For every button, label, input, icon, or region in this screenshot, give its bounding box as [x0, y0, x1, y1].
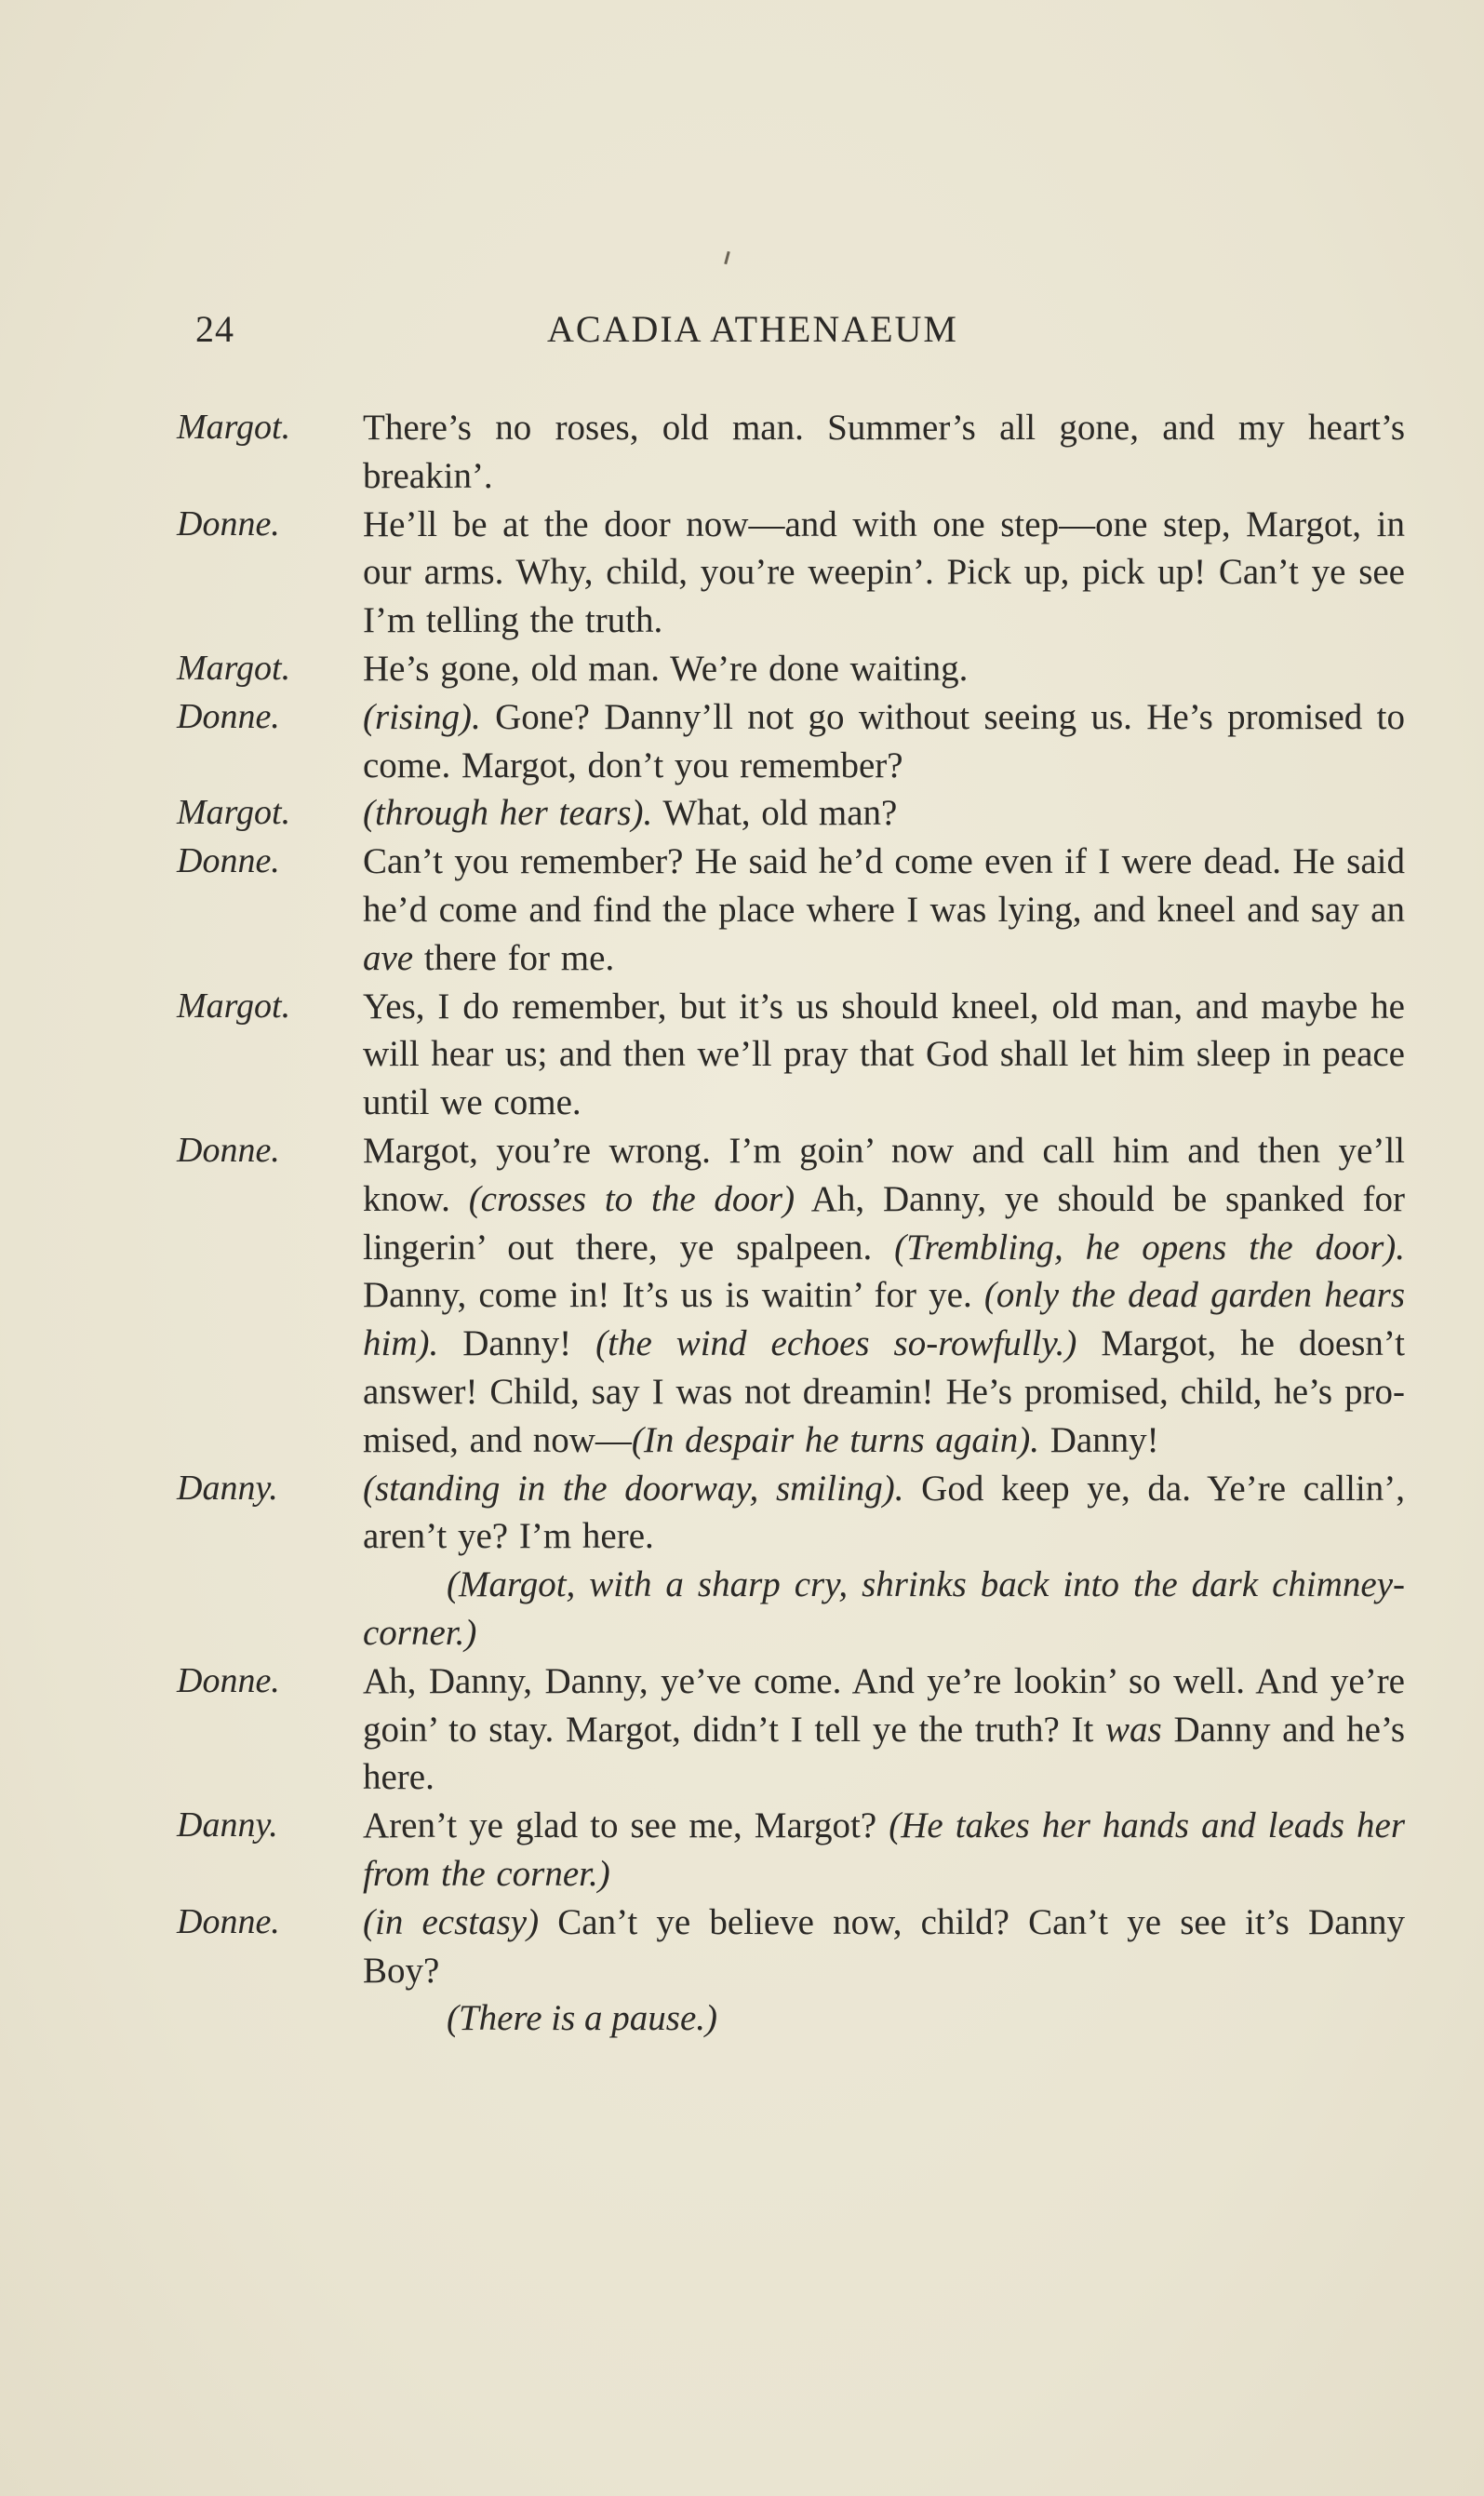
speech-text-part: there for me. — [413, 937, 615, 978]
speaker-name: Margot. — [177, 648, 291, 688]
speaker-name: Donne. — [177, 503, 280, 543]
speech-text-part: What, old man? — [652, 793, 898, 834]
stage-direction: (through her tears). — [363, 793, 653, 834]
italic-word: ave — [363, 937, 414, 978]
speaker-name: Margot. — [177, 986, 291, 1026]
speech-block — [177, 1127, 1405, 1465]
speech-text — [363, 1899, 1405, 1995]
dialogue-body — [177, 404, 1405, 2043]
speech-block — [177, 838, 1405, 982]
speech-block — [177, 501, 1405, 645]
stage-direction: (the wind echoes so-rowfully.) — [595, 1323, 1077, 1364]
stage-direction: (rising). — [363, 696, 481, 737]
stage-direction: (Trembling, he opens the door). — [894, 1227, 1405, 1268]
speaker-name: Margot. — [177, 408, 291, 447]
speech-text-part: Gone? Danny’ll not go without seeing us. He’s promised to come. Margot, don’t you remember? — [363, 696, 1405, 785]
stage-direction: (standing in the doorway, smiling). — [363, 1468, 904, 1509]
stage-direction: (in ecstasy) — [363, 1901, 540, 1942]
italic-word: was — [1105, 1709, 1162, 1750]
speech-text: He’s gone, old man. We’re done waiting. — [363, 648, 969, 689]
speaker-name: Margot. — [177, 793, 291, 833]
speaker-name: Donne. — [177, 841, 280, 881]
speaker-name: Danny. — [177, 1468, 278, 1508]
stage-direction: (There is a pause.) — [447, 1998, 718, 2039]
speech-text-part: Margot, he doesn’t answer! Child, say I was not dreamin! He’s promised, child, he’s pro-mised, and now— — [363, 1323, 1405, 1460]
speech-block — [177, 1899, 1405, 1995]
stage-direction: (crosses to the door) — [468, 1178, 795, 1219]
speech-text: He’ll be at the door now—and with one step—one step, Margot, in our arms. Why, child, you’re weepin’. Pick up, pick up! Can’t ye see I’m telling the truth. — [363, 503, 1405, 641]
speech-text — [363, 693, 1405, 790]
page-header — [195, 307, 1070, 354]
stage-direction: (Margot, with a sharp cry, shrinks back into the dark chimney-corner.) — [363, 1564, 1405, 1653]
speech-text-part: Ah, Danny, Danny, ye’ve come. And ye’re lookin’ so well. And ye’re goin’ to stay. Margot, didn’t I tell ye the truth? It — [363, 1660, 1405, 1750]
speech-block — [177, 1465, 1405, 1562]
speech-text — [363, 838, 1405, 982]
speech-text-part: Ah, Danny, ye should be spanked for lingerin’ out there, ye spalpeen. — [363, 1178, 1406, 1268]
speech-block — [177, 1657, 1405, 1802]
running-title: ACADIA ATHENAEUM — [547, 308, 958, 350]
speech-text-part: Can’t ye believe now, child? Can’t ye see it’s Danny Boy? — [363, 1901, 1406, 1991]
stage-direction: (He takes her hands and leads her from the corner.) — [363, 1805, 1405, 1894]
speaker-name: Donne. — [177, 1130, 280, 1170]
stage-direction-block — [177, 1994, 1405, 2043]
speech-text: There’s no roses, old man. Summer’s all gone, and my heart’s breakin’. — [363, 408, 1405, 496]
speech-block — [177, 645, 1405, 693]
speech-text-part: Margot, you’re wrong. I’m goin’ now and call him and then ye’ll know. — [363, 1130, 1405, 1219]
speaker-name: Donne. — [177, 1901, 280, 1941]
stage-direction: (In despair he turns again). — [631, 1419, 1039, 1460]
speaker-name: Danny. — [177, 1805, 278, 1845]
speech-text-part: Danny, come in! It’s us is waitin’ for ye. — [363, 1275, 984, 1316]
speech-text-part: Danny and he’s here. — [363, 1709, 1406, 1798]
speech-text-part: Danny! — [1038, 1419, 1159, 1460]
print-speck — [724, 251, 730, 264]
speech-text: Yes, I do remember, but it’s us should kneel, old man, and maybe he will hear us; and then we’ll pray that God shall let him sleep in peace until we come. — [363, 986, 1405, 1123]
speech-text — [363, 1802, 1405, 1899]
stage-direction-block — [177, 1561, 1405, 1657]
speech-text-part: Can’t you remember? He said he’d come even if I were dead. He said he’d come and find the place where I was lying, and kneel and say an — [363, 841, 1405, 930]
page-number: 24 — [195, 308, 234, 350]
speaker-name: Donne. — [177, 696, 280, 736]
stage-direction: (only the dead garden hears him). — [363, 1275, 1405, 1364]
speech-block — [177, 983, 1405, 1127]
speaker-name: Donne. — [177, 1660, 280, 1700]
speech-block — [177, 693, 1405, 790]
speech-text — [363, 789, 1405, 838]
speech-block — [177, 404, 1405, 501]
speech-block — [177, 1802, 1405, 1899]
speech-text-part: Danny! — [438, 1323, 596, 1364]
speech-text — [363, 1465, 1405, 1562]
speech-text-part: Aren’t ye glad to see me, Margot? — [363, 1805, 889, 1846]
speech-block — [177, 789, 1405, 838]
speech-text — [363, 1127, 1405, 1465]
speech-text — [363, 1657, 1405, 1802]
speech-text-part: God keep ye, da. Ye’re callin’, aren’t ye? I’m here. — [363, 1468, 1405, 1557]
